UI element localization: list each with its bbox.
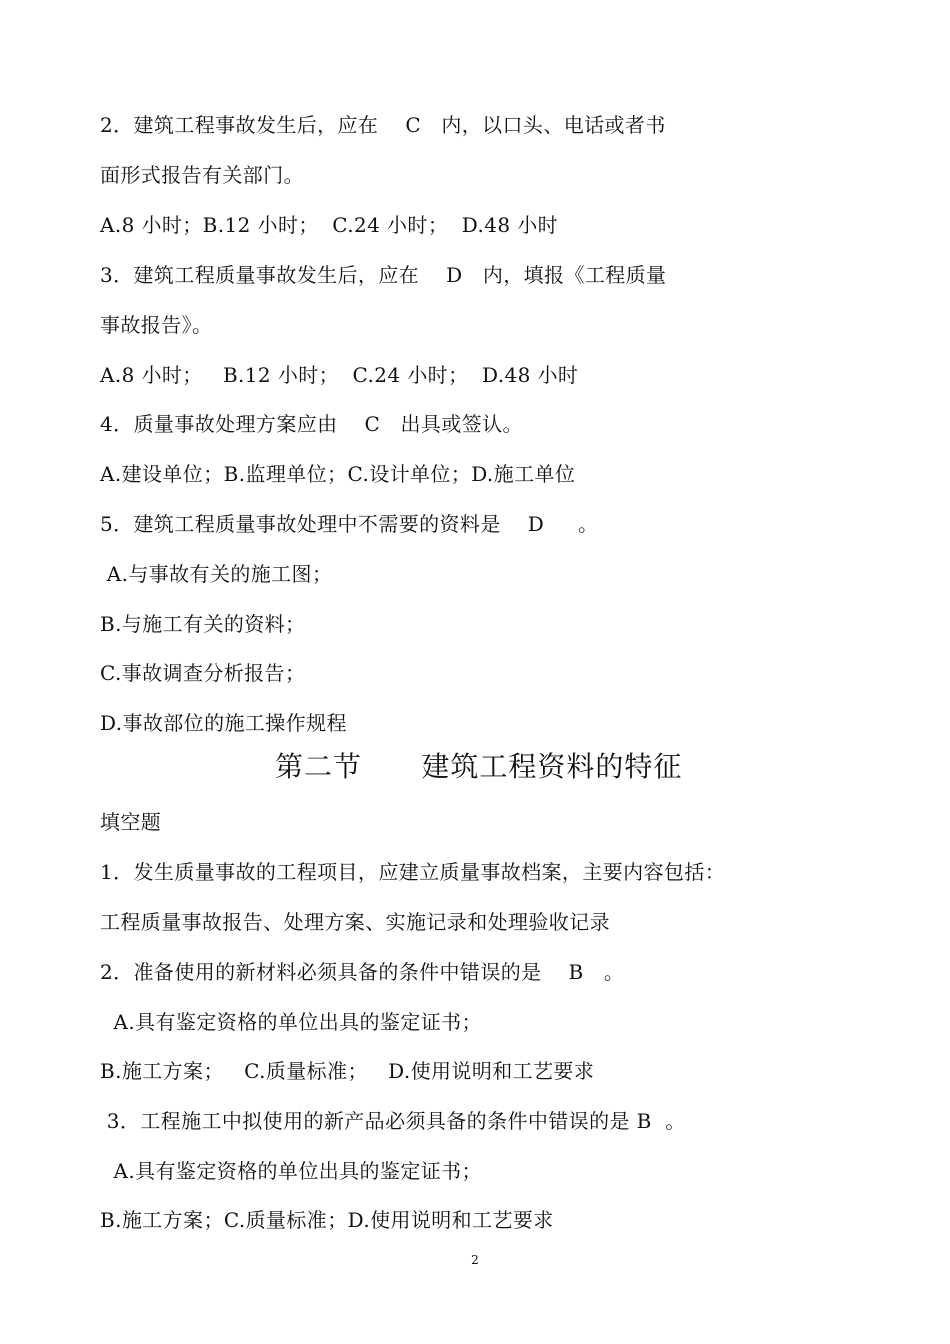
text-line: 4．质量事故处理方案应由 C 出具或签认。 — [100, 412, 523, 436]
text-line: 工程质量事故报告、处理方案、实施记录和处理验收记录 — [100, 910, 610, 934]
text-line: A.具有鉴定资格的单位出具的鉴定证书； — [100, 1010, 482, 1034]
text-line: C.事故调查分析报告； — [100, 661, 306, 685]
text-line: B.与施工有关的资料； — [100, 612, 306, 636]
text-line: 5．建筑工程质量事故处理中不需要的资料是 D 。 — [100, 512, 599, 536]
text-line: 2．准备使用的新材料必须具备的条件中错误的是 B 。 — [100, 960, 625, 984]
text-line: A.建设单位；B.监理单位；C.设计单位；D.施工单位 — [100, 462, 576, 486]
text-line: 2．建筑工程事故发生后，应在 C 内，以口头、电话或者书 — [100, 113, 666, 137]
text-line: A.具有鉴定资格的单位出具的鉴定证书； — [100, 1159, 482, 1183]
text-line: A.与事故有关的施工图； — [100, 562, 333, 586]
text-line: 3．建筑工程质量事故发生后，应在 D 内，填报《工程质量 — [100, 263, 667, 287]
page-number: 2 — [471, 1253, 479, 1267]
text-line: 填空题 — [100, 810, 162, 834]
text-line: 1．发生质量事故的工程项目，应建立质量事故档案，主要内容包括： — [100, 860, 726, 884]
text-line: 面形式报告有关部门。 — [100, 163, 304, 187]
text-line: B.施工方案；C.质量标准；D.使用说明和工艺要求 — [100, 1208, 554, 1232]
section-heading: 第二节 建筑工程资料的特征 — [275, 750, 683, 783]
text-line: 3．工程施工中拟使用的新产品必须具备的条件中错误的是 B 。 — [100, 1109, 686, 1133]
text-line: B.施工方案； C.质量标准； D.使用说明和工艺要求 — [100, 1059, 595, 1083]
text-line: A.8 小时；B.12 小时； C.24 小时； D.48 小时 — [100, 213, 559, 237]
text-line: 事故报告》。 — [100, 313, 213, 337]
text-line: D.事故部位的施工操作规程 — [100, 711, 347, 735]
text-line: A.8 小时； B.12 小时； C.24 小时； D.48 小时 — [100, 363, 579, 387]
